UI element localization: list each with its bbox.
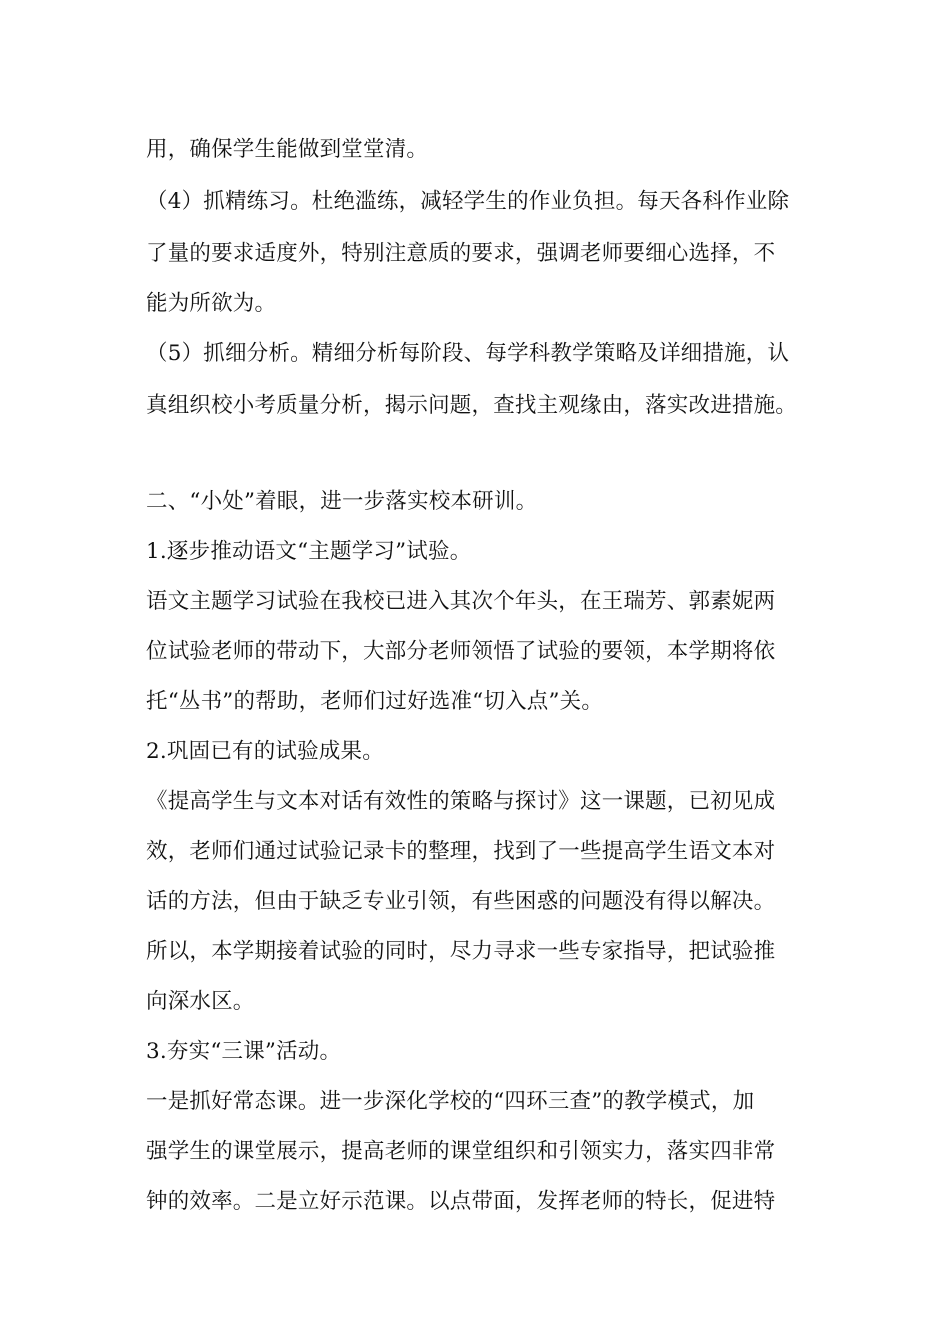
text-line: 真组织校小考质量分析，揭示问题，查找主观缘由，落实改进措施。	[146, 393, 798, 418]
text-line: 能为所欲为。	[146, 291, 277, 316]
text-line: 所以，本学期接着试验的同时，尽力寻求一些专家指导，把试验推	[146, 939, 776, 964]
text-line: 位试验老师的带动下，大部分老师领悟了试验的要领，本学期将依	[146, 639, 776, 664]
section-heading: 二、“小处”着眼，进一步落实校本研训。	[146, 489, 538, 514]
text-line: 一是抓好常态课。进一步深化学校的“四环三查”的教学模式，加	[146, 1089, 755, 1114]
text-line: 向深水区。	[146, 989, 255, 1014]
text-line: 托“丛书”的帮助，老师们过好选准“切入点”关。	[146, 689, 604, 714]
text-line: 话的方法，但由于缺乏专业引领，有些困惑的问题没有得以解决。	[146, 889, 776, 914]
text-line: 效，老师们通过试验记录卡的整理，找到了一些提高学生语文本对	[146, 839, 776, 864]
text-line: 用，确保学生能做到堂堂清。	[146, 137, 429, 162]
text-line: 语文主题学习试验在我校已进入其次个年头，在王瑞芳、郭素妮两	[146, 589, 776, 614]
text-line: 强学生的课堂展示，提高老师的课堂组织和引领实力，落实四非常	[146, 1139, 776, 1164]
text-line: （5）抓细分析。精细分析每阶段、每学科教学策略及详细措施，认	[146, 341, 790, 366]
subsection-heading: 3.夯实“三课”活动。	[146, 1039, 342, 1064]
text-line: 《提高学生与文本对话有效性的策略与探讨》这一课题，已初见成	[146, 789, 776, 814]
text-line: （4）抓精练习。杜绝滥练，减轻学生的作业负担。每天各科作业除	[146, 189, 790, 214]
text-line: 了量的要求适度外，特别注意质的要求，强调老师要细心选择，不	[146, 241, 776, 266]
subsection-heading: 2.巩固已有的试验成果。	[146, 739, 384, 764]
text-line: 钟的效率。二是立好示范课。以点带面，发挥老师的特长，促进特	[146, 1189, 776, 1214]
subsection-heading: 1.逐步推动语文“主题学习”试验。	[146, 539, 472, 564]
